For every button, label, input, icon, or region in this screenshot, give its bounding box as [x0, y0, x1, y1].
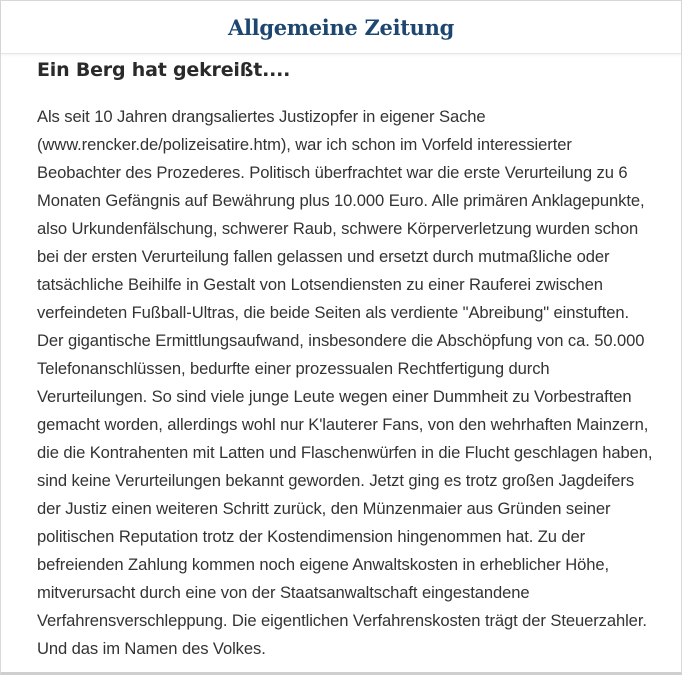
comment-article — [37, 56, 657, 663]
article-body: Als seit 10 Jahren drangsaliertes Justizopfer in eigener Sache (www.rencker.de/polizeisatire.htm), war ich schon im Vorfeld interessierter Beobachter des Prozederes. Politisch überfrachtet war die erste Verurteilung zu 6 Monaten Gefängnis auf Bewährung plus 10.000 Euro. Alle primären Anklagepunkte, also Urkundenfälschung, schwerer Raub, schwere Körperverletzung wurden schon bei der ersten Verurteilung fallen gelassen und ersetzt durch mutmaßliche oder tatsächliche Beihilfe in Gestalt von Lotsendiensten zu einer Rauferei zwischen verfeindeten Fußball-Ultras, die beide Seiten als verdiente "Abreibung" einstuften. Der gigantische Ermittlungsaufwand, insbesondere die Abschöpfung von ca. 50.000 Telefonanschlüssen, bedurfte einer prozessualen Rechtfertigung durch Verurteilungen. So sind viele junge Leute wegen einer Dummheit zu Vorbestraften gemacht worden, allerdings wohl nur K'lauterer Fans, von den wehrhaften Mainzern, die die Kontrahenten mit Latten und Flaschenwürfen in die Flucht geschlagen haben, sind keine Verurteilungen bekannt geworden. Jetzt ging es trotz großen Jagdeifers der Justiz einen weiteren Schritt zurück, den Münzenmaier aus Gründen seiner politischen Reputation trotz der Kostendimension hingenommen hat. Zu der befreienden Zahlung kommen noch eigene Anwaltskosten in erheblicher Höhe, mitverursacht durch eine von der Staatsanwaltschaft eingestandene Verfahrensverschleppung. Die eigentlichen Verfahrenskosten trägt der Steuerzahler. Und das im Namen des Volkes. — [37, 107, 653, 658]
site-logo[interactable]: Allgemeine Zeitung — [228, 15, 454, 40]
site-header — [1, 1, 681, 54]
article-headline: Ein Berg hat gekreißt.... — [37, 59, 291, 81]
